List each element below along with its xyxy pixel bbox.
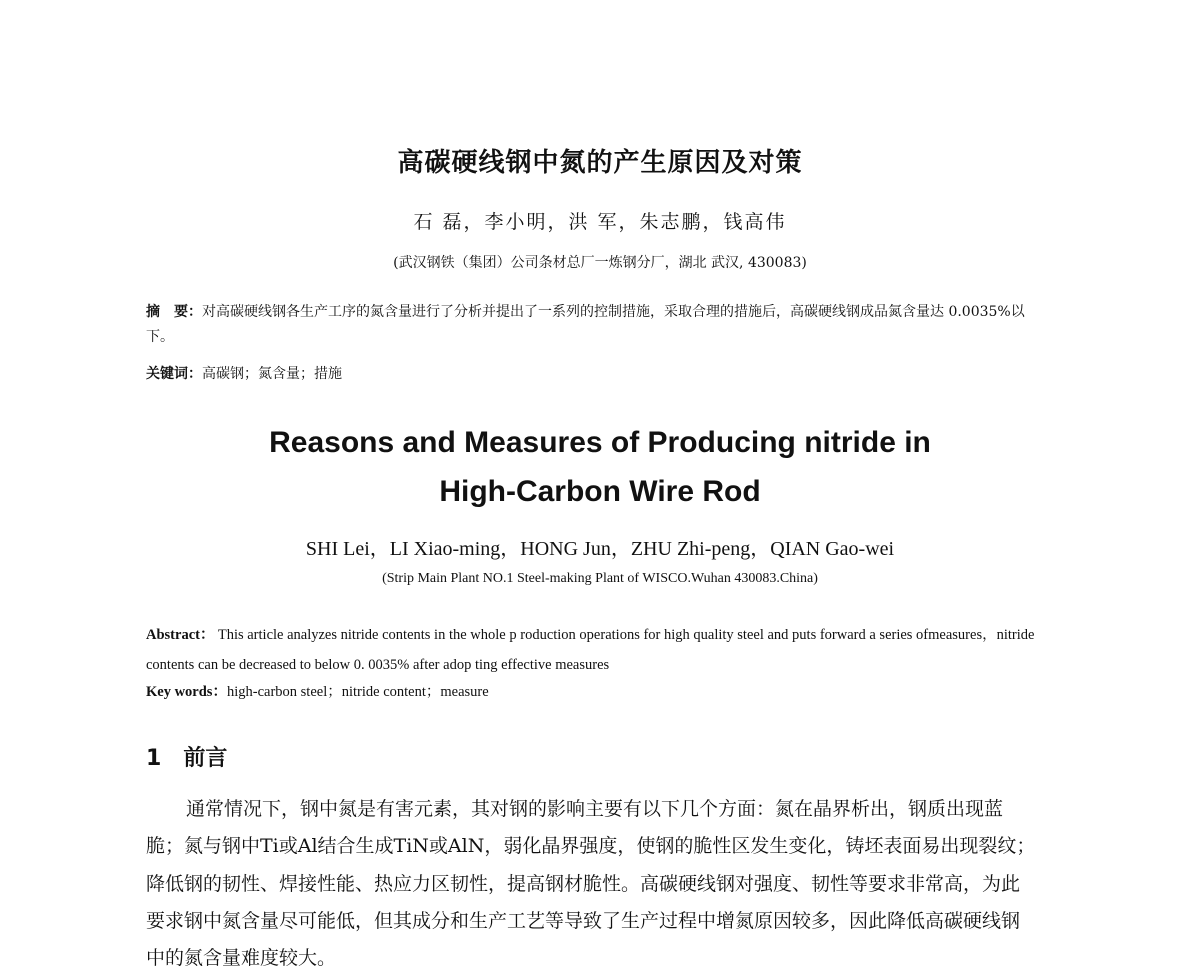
- chinese-abstract: [146, 300, 1026, 350]
- chinese-authors: 石 磊，李小明，洪 军，朱志鹏，钱高伟: [413, 211, 787, 233]
- abstract-label: 摘 要：: [146, 304, 202, 320]
- keywords-text: high-carbon steel；nitride content；measure: [226, 684, 489, 700]
- english-authors: SHI Lei，LI Xiao-ming，HONG Jun，ZHU Zhi-peng，QIAN Gao-wei: [305, 538, 895, 560]
- body-paragraph: 通常情况下，钢中氮是有害元素，其对钢的影响主要有以下几个方面：氮在晶界析出，钢质出现蓝脆；氮与钢中Ti或Al结合生成TiN或AlN，弱化晶界强度，使钢的脆性区发生变化，铸坯表面易出现裂纹；降低钢的韧性、焊接性能、热应力区韧性，提高钢材脆性。高碳硬线钢对强度、韧性等要求非常高，为此要求钢中氮含量尽可能低，但其成分和生产工艺等导致了生产过程中增氮原因较多，因此降低高碳硬线钢中的氮含量难度较大。: [146, 798, 1036, 970]
- english-keywords: [146, 680, 489, 701]
- title-line-2: High-Carbon Wire Rod: [439, 475, 761, 508]
- section-number: 1: [146, 746, 162, 771]
- english-affiliation: (Strip Main Plant NO.1 Steel-making Plant of WISCO.Wuhan 430083.China): [382, 571, 818, 586]
- english-abstract: [146, 620, 1046, 680]
- chinese-title: 高碳硬线钢中氮的产生原因及对策: [397, 148, 803, 178]
- title-line-1: Reasons and Measures of Producing nitride in: [269, 426, 931, 459]
- section-heading: [146, 741, 227, 772]
- keywords-label: 关键词：: [146, 366, 202, 382]
- chinese-keywords: [146, 363, 342, 383]
- section-title: 前言: [183, 746, 228, 771]
- keywords-text: 高碳钢；氮含量；措施: [202, 366, 342, 382]
- abstract-label: Abstract：: [146, 627, 215, 643]
- chinese-affiliation: (武汉钢铁（集团）公司条材总厂一炼钢分厂，湖北 武汉, 430083): [393, 255, 807, 271]
- keywords-label: Key words：: [146, 684, 227, 700]
- english-title: [0, 418, 1200, 516]
- abstract-text: This article analyzes nitride contents in the whole p roduction operations for high quality steel and puts forward a series ofmeasures，nitride contents can be decreased to below 0. 0035% after adop ting effective measures: [146, 627, 1035, 673]
- abstract-text: 对高碳硬线钢各生产工序的氮含量进行了分析并提出了一系列的控制措施，采取合理的措施后，高碳硬线钢成品氮含量达 0.0035%以下。: [146, 304, 1025, 345]
